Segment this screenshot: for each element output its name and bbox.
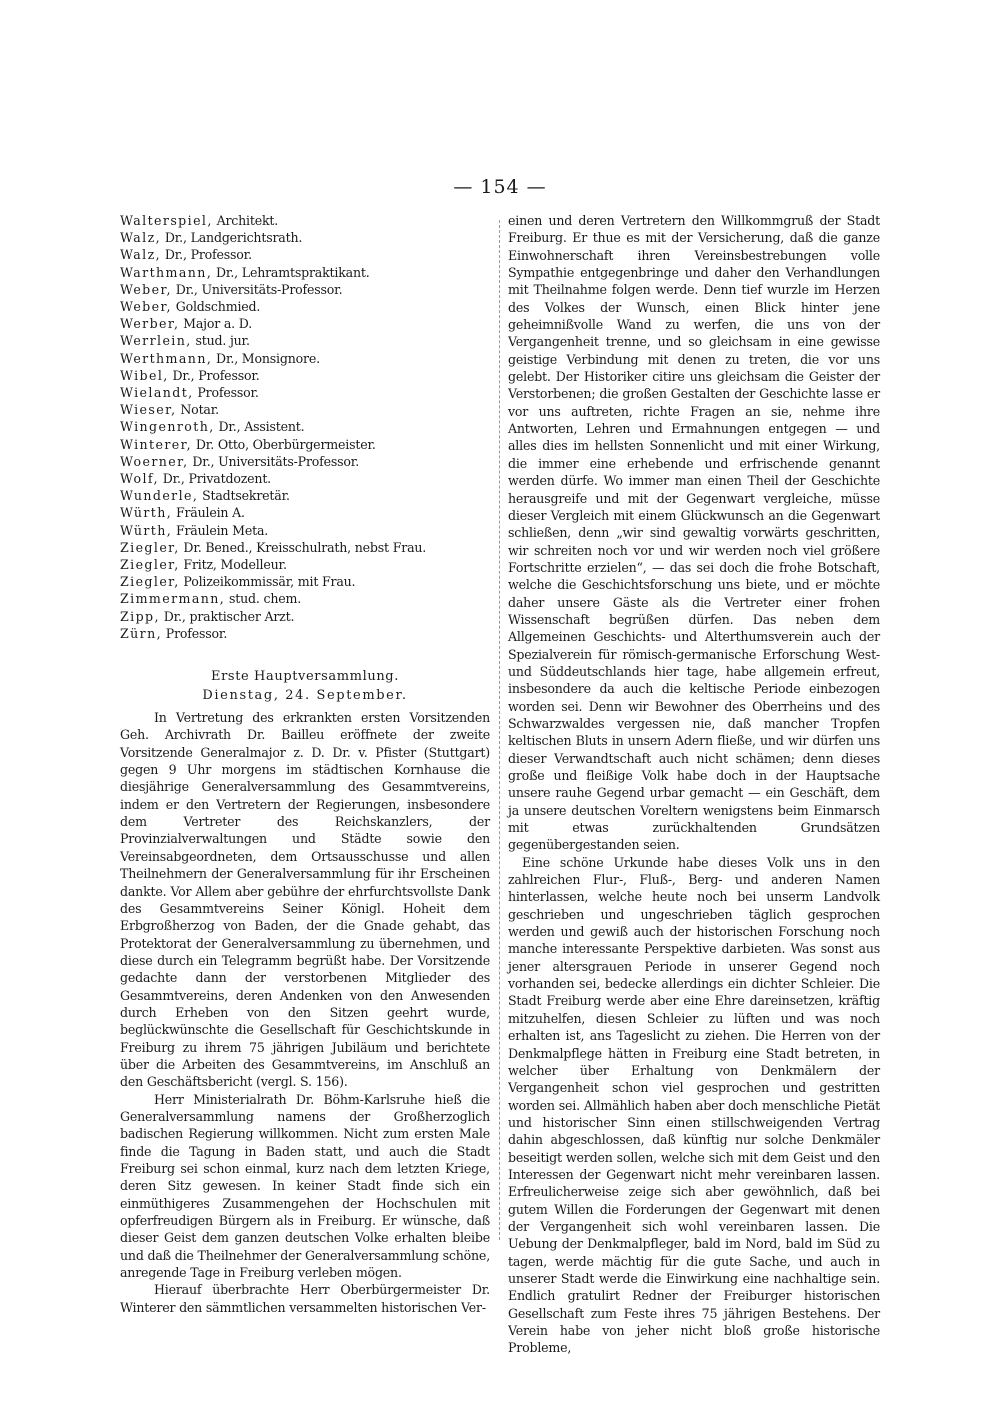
- member-name: Zimmermann,: [120, 591, 226, 607]
- body-paragraph: Eine schöne Urkunde habe dieses Volk uns in den zahlreichen Flur-, Fluß-, Berg- und anderen Namen hinterlassen, welche heute noch bei unserm Landvolk geschrieben und ungeschrieben täglich gesprochen werden und gewiß auch der historischen Forschung noch manche interessante Perspektive darbieten. Was sonst aus jener altersgrauen Periode in unserer Gegend noch vorhanden sei, bedecke allerdings ein dichter Schleier. Die Stadt Freiburg werde aber eine Ehre dareinsetzen, kräftig mitzuhelfen, diesen Schleier zu lüften und was noch erhalten ist, ans Tageslicht zu ziehen. Die Herren von der Denkmalpflege hätten in Freiburg eine Stadt betreten, in welcher über Erhaltung von Denkmälern der Vergangenheit schon viel gesprochen und gestritten worden sei. Allmählich haben aber doch menschliche Pietät und historischer Sinn einen stillschweigenden Vertrag dahin abgeschlossen, daß künftig nur solche Denkmäler beseitigt werden sollen, welche sich mit dem Geist und den Interessen der Gegenwart nicht mehr vereinbaren lassen. Erfreulicherweise zeige sich aber gewöhnlich, daß bei gutem Willen die Forderungen der Gegenwart mit denen der Vergangenheit sich wohl vereinbaren lassen. Die Uebung der Denkmalpfleger, bald im Nord, bald im Süd zu tagen, werde mächtig für die gute Sache, und auch in unserer Stadt werde die Einwirkung eine nachhaltige sein. Endlich gratulirt Redner der Freiburger historischen Gesellschaft zum Feste ihres 75 jährigen Bestehens. Der Verein habe von jeher nicht bloß große historische Probleme,: [508, 854, 880, 1356]
- member-name: Würth,: [120, 522, 173, 538]
- member-name: Würth,: [120, 505, 173, 521]
- member-detail: Dr., Monsignore.: [212, 350, 320, 366]
- column-divider: [499, 220, 500, 1240]
- member-detail: Dr., Professor.: [168, 367, 260, 383]
- member-detail: Dr. Otto, Oberbürgermeister.: [192, 436, 376, 452]
- member-detail: Polizeikommissär, mit Frau.: [179, 574, 356, 590]
- member-detail: Architekt.: [212, 213, 279, 228]
- member-entry: [120, 418, 490, 435]
- member-name: Walterspiel,: [120, 213, 213, 228]
- member-detail: Dr., Assistent.: [214, 419, 305, 435]
- body-paragraph: Hierauf überbrachte Herr Oberbürgermeister Dr. Winterer den sämmtlichen versammelten historischen Ver-: [120, 1282, 490, 1315]
- member-entry: [120, 522, 490, 539]
- member-name: Woerner,: [120, 453, 189, 469]
- member-entry: [120, 367, 490, 384]
- member-entry: [120, 590, 490, 607]
- member-detail: Dr., Professor.: [161, 247, 252, 263]
- member-name: Werrlein,: [120, 333, 192, 349]
- member-name: Ziegler,: [120, 557, 180, 573]
- member-detail: Goldschmied.: [171, 299, 261, 315]
- member-name: Wolf,: [120, 471, 159, 487]
- member-detail: Professor.: [162, 625, 228, 641]
- member-entry: [120, 298, 490, 315]
- section-title: Erste Hauptversammlung.: [211, 669, 399, 685]
- member-detail: Fräulein A.: [172, 505, 245, 521]
- body-paragraph: Herr Ministerialrath Dr. Böhm-Karlsruhe hieß die Generalversammlung namens der Großherzoglich badischen Regierung willkommen. Nicht zum ersten Male finde die Tagung in Baden statt, und auch die Stadt Freiburg sei schon einmal, kurz nach dem letzten Kriege, deren Sitz gewesen. In keiner Stadt finde sich ein einmüthigeres Zusammengehen der Hochschulen mit opferfreudigen Bürgern als in Freiburg. Er wünsche, daß dieser Geist dem ganzen deutschen Volke erhalten bleibe und daß die Theilnehmer der Generalversammlung schöne, anregende Tage in Freiburg verleben mögen.: [120, 1091, 490, 1281]
- member-detail: Dr., Universitäts-Professor.: [171, 281, 343, 297]
- member-name: Zürn,: [120, 625, 162, 641]
- member-entry: [120, 470, 490, 487]
- member-entry: [120, 281, 490, 298]
- member-name: Wunderle,: [120, 488, 199, 504]
- member-name: Ziegler,: [120, 574, 180, 590]
- member-detail: Dr., Privatdozent.: [158, 471, 271, 487]
- member-name: Winterer,: [120, 436, 193, 452]
- member-name: Wieser,: [120, 402, 177, 418]
- member-name: Wingenroth,: [120, 419, 215, 435]
- member-name: Werber,: [120, 316, 180, 332]
- member-entry: [120, 332, 490, 349]
- member-entry: [120, 504, 490, 521]
- body-paragraph: In Vertretung des erkrankten ersten Vorsitzenden Geh. Archivrath Dr. Bailleu eröffnete der zweite Vorsitzende Generalmajor z. D. Dr. v. Pfister (Stuttgart) gegen 9 Uhr morgens im städtischen Kornhause die diesjährige Generalversammlung des Gesammtvereins, indem er den Vertretern der Regierungen, insbesondere dem Vertreter des Reichskanzlers, der Provinzialverwaltungen und Städte sowie den Vereinsabgeordneten, dem Ortsausschusse und allen Theilnehmern der Generalversammlung für ihr Erscheinen dankte. Vor Allem aber gebühre der ehrfurchtsvollste Dank des Gesammtvereins Seiner Königl. Hoheit dem Erbgroßherzog von Baden, der die Gnade gehabt, das Protektorat der Generalversammlung zu übernehmen, und diese durch ein Telegramm begrüßt habe. Der Vorsitzende gedachte dann der verstorbenen Mitglieder des Gesammtvereins, deren Andenken von den Anwesenden durch Erheben von den Sitzen geehrt wurde, beglückwünschte die Gesellschaft für Geschichtskunde in Freiburg zu ihrem 75 jährigen Jubiläum und berichtete über die Arbeiten des Gesammtvereins, im Anschluß an den Geschäftsbericht (vergl. S. 156).: [120, 710, 490, 1090]
- member-name: Wielandt,: [120, 385, 194, 401]
- member-name: Ziegler,: [120, 539, 180, 555]
- left-column: [120, 212, 490, 1316]
- member-detail: stud. jur.: [191, 333, 250, 349]
- member-entry: [120, 315, 490, 332]
- member-entry: [120, 350, 490, 367]
- member-detail: Stadtsekretär.: [198, 488, 290, 504]
- member-entry: [120, 608, 490, 625]
- member-name: Weber,: [120, 281, 172, 297]
- member-name: Wibel,: [120, 367, 169, 383]
- member-detail: stud. chem.: [225, 591, 302, 607]
- member-detail: Dr., praktischer Arzt.: [159, 608, 295, 624]
- member-entry: [120, 487, 490, 504]
- member-entry: [120, 625, 490, 642]
- member-entry: [120, 264, 490, 281]
- member-name: Walz,: [120, 230, 162, 246]
- member-detail: Dr. Bened., Kreisschulrath, nebst Frau.: [179, 539, 427, 555]
- member-detail: Dr., Lehramtspraktikant.: [212, 264, 370, 280]
- member-entry: [120, 384, 490, 401]
- member-detail: Fritz, Modelleur.: [179, 557, 287, 573]
- member-entry: [120, 556, 490, 573]
- right-column: [508, 212, 880, 1357]
- member-detail: Notar.: [176, 402, 219, 418]
- body-paragraph: einen und deren Vertretern den Willkommgruß der Stadt Freiburg. Er thue es mit der Versicherung, daß die ganze Einwohnerschaft ihren Vereinsbestrebungen volle Sympathie entgegenbringe und daher den Verhandlungen mit Theilnahme folgen werde. Denn tief wurzle im Herzen des Volkes der Wunsch, einen Blick hinter jene geheimnißvolle Wand zu werfen, die uns von der Vergangenheit trenne, und so gleichsam in eine gewisse geistige Verbindung mit denen zu treten, die vor uns gelebt. Der Historiker citire uns gleichsam die Geister der Verstorbenen; die großen Gestalten der Geschichte lasse er vor uns auftreten, richte Fragen an sie, nehme ihre Antworten, Lehren und Ermahnungen entgegen — und alles dies im hellsten Sonnenlicht und mit einer Wirkung, die immer eine erhebende und erfrischende genannt werden dürfe. Wo immer man einen Theil der Geschichte herausgreife und mit der Gegenwart vergleiche, müsse dieser Vergleich mit einem Glückwunsch an die Gegenwart schließen, denn „wir sind gewaltig vorwärts geschritten, wir schreiten noch vor und wir werden noch viel größere Fortschritte erzielen“, — das sei doch die frohe Botschaft, welche die Geschichtsforschung uns biete, und er möchte daher unsere Gäste als die Vertreter einer frohen Wissenschaft begrüßen dürfen. Das neben dem Allgemeinen Geschichts- und Alterthumsverein auch der Spezialverein für römisch-germanische Erforschung West- und Süddeutschlands hier tage, habe allgemein erfreut, insbesondere da auch die keltische Periode einbezogen worden sei. Denn wir Bewohner des Oberrheins und des Schwarzwaldes vergessen nie, daß mancher Tropfen keltischen Bluts in unsern Adern fließe, und wir dürfen uns dieser Verwandtschaft auch nicht schämen; denn dieses große und fleißige Volk habe doch in der Hauptsache unsere rauhe Gegend urbar gemacht — ein Geschäft, dem ja unsere deutschen Voreltern wenigstens beim Einmarsch mit etwas zurückhaltenden Grundsätzen gegenübergestanden seien.: [508, 213, 880, 853]
- member-detail: Dr., Landgerichtsrath.: [161, 230, 303, 246]
- member-detail: Major a. D.: [179, 316, 253, 332]
- member-entry: [120, 401, 490, 418]
- member-name: Weber,: [120, 299, 172, 315]
- member-entry: [120, 212, 490, 229]
- member-list: [120, 212, 490, 642]
- member-detail: Dr., Universitäts-Professor.: [188, 453, 360, 469]
- member-entry: [120, 573, 490, 590]
- section-date: Dienstag, 24. September.: [202, 688, 408, 704]
- page-number: — 154 —: [453, 176, 547, 198]
- member-name: Werthmann,: [120, 350, 213, 366]
- member-detail: Fräulein Meta.: [172, 522, 269, 538]
- member-entry: [120, 436, 490, 453]
- member-detail: Professor.: [193, 385, 259, 401]
- member-entry: [120, 229, 490, 246]
- member-entry: [120, 246, 490, 263]
- member-name: Walz,: [120, 247, 162, 263]
- member-name: Warthmann,: [120, 264, 213, 280]
- member-name: Zipp,: [120, 608, 160, 624]
- member-entry: [120, 539, 490, 556]
- member-entry: [120, 453, 490, 470]
